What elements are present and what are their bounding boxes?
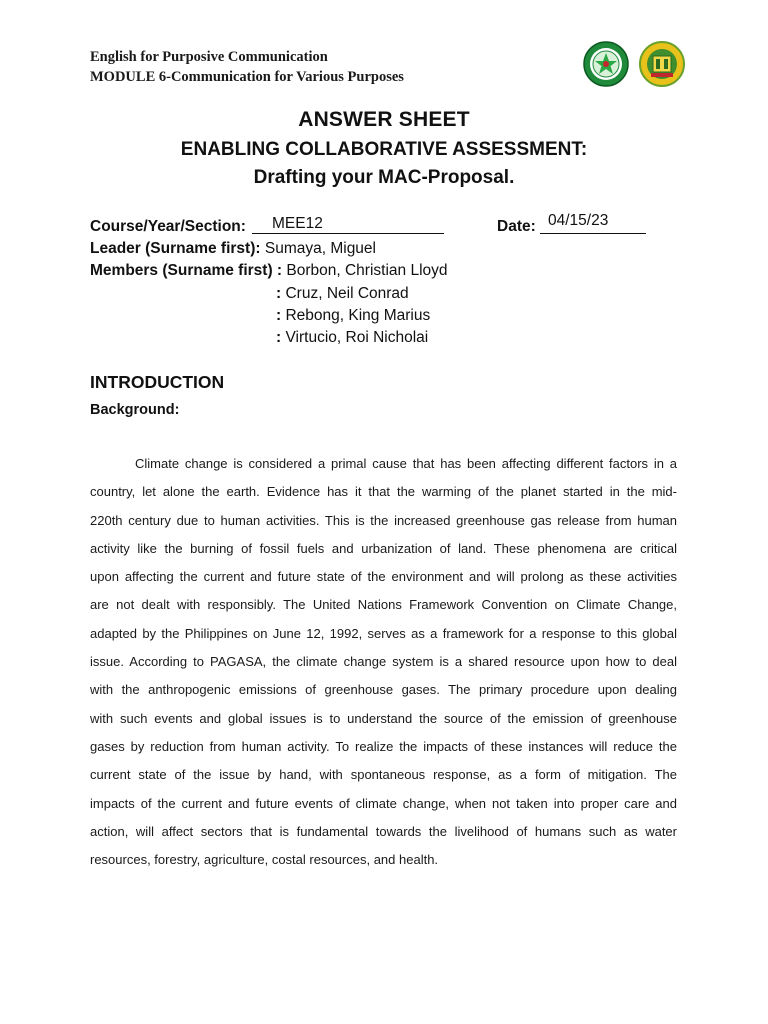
proposal-subtitle: Drafting your MAC-Proposal. [253,167,515,188]
paragraph-line: 220th century due to human activities. This is the increased greenhouse gas release from human [90,512,677,528]
paragraph-line: current state of the issue by hand, with spontaneous response, as a form of mitigation. The [90,767,677,783]
paragraph-line: resources, forestry, agriculture, costal resources, and health. [90,852,439,868]
member-row: : Virtucio, Roi Nicholai [276,329,429,346]
background-paragraph [90,450,677,874]
paragraph-line: issue. According to PAGASA, the climate change system is a shared resource upon how to deal [90,654,677,670]
paragraph-line: Climate change is considered a primal cause that has been affecting different factors in a [135,456,677,471]
member-row: : Cruz, Neil Conrad [276,285,409,302]
paragraph-line: adapted by the Philippines on June 12, 1992, serves as a framework for a response to this global [90,625,677,641]
date-value: 04/15/23 [548,212,609,229]
members-label: Members (Surname first) : [90,262,283,279]
paragraph-line: gases by reduction from human activity. To realize the impacts of these instances will reduce the [90,738,677,754]
paragraph-line: activity like the burning of fossil fuels and urbanization of land. These phenomena are critical [90,540,677,556]
members-row [90,261,448,281]
university-seal-icon [582,40,630,88]
document-header [90,47,404,87]
assessment-title: ENABLING COLLABORATIVE ASSESSMENT: [180,139,588,160]
course-name: English for Purposive Communication [90,49,328,65]
member-name: Virtucio, Roi Nicholai [285,329,429,346]
paragraph-line: are not dealt with responsibly. The United Nations Framework Convention on Climate Change, [90,597,677,613]
date-label: Date: [497,218,536,235]
member-name: Borbon, Christian Lloyd [286,262,448,279]
member-name: Cruz, Neil Conrad [285,285,409,302]
college-seal-icon [638,40,686,88]
paragraph-line: country, let alone the earth. Evidence has it that the warming of the planet started in the mid- [90,484,677,500]
paragraph-line: action, will affect sectors that is fundamental towards the livelihood of humans such as water [90,823,677,839]
leader-row [90,239,376,259]
background-subheading: Background: [90,402,180,418]
introduction-heading: INTRODUCTION [90,372,225,392]
paragraph-line: impacts of the current and future events of climate change, when not taken into proper care and [90,795,677,811]
member-name: Rebong, King Marius [285,307,431,324]
paragraph-line: with the anthropogenic emissions of greenhouse gases. The primary procedure upon dealing [90,682,677,698]
paragraph-line: upon affecting the current and future state of the environment and will prolong as these activities [90,569,677,585]
member-row: : Rebong, King Marius [276,307,431,324]
leader-value: Sumaya, Miguel [264,240,376,257]
leader-label: Leader (Surname first): [90,240,261,257]
module-name: MODULE 6-Communication for Various Purposes [90,69,404,85]
paragraph-line: with such events and global issues is to understand the source of the emission of greenhouse [90,710,677,726]
course-value: MEE12 [272,215,323,232]
answer-sheet-title: ANSWER SHEET [298,108,470,131]
course-label: Course/Year/Section: [90,218,246,235]
